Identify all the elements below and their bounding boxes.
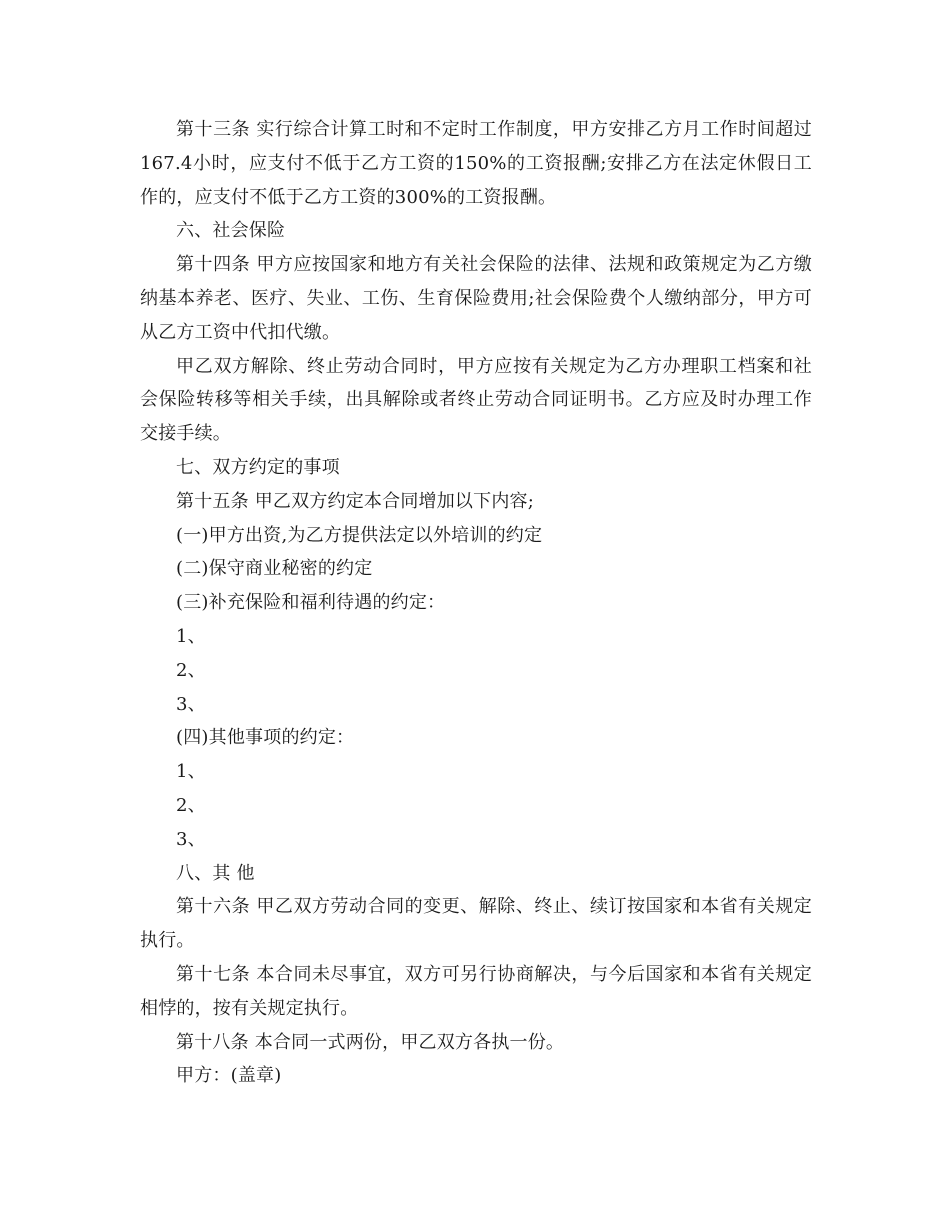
agreement-item-training: (一)甲方出资,为乙方提供法定以外培训的约定: [176, 524, 543, 546]
blank-item: 2、: [176, 659, 206, 681]
party-a-seal-line: 甲方：(盖章): [176, 1065, 282, 1087]
blank-item: 2、: [176, 794, 206, 816]
blank-item: 3、: [176, 828, 206, 850]
blank-item: 1、: [176, 761, 206, 783]
article-14-paragraph: 第十四条 甲方应按国家和地方有关社会保险的法律、法规和政策规定为乙方缴纳基本养老、医疗、失业、工伤、生育保险费用;社会保险费个人缴纳部分，甲方可从乙方工资中代扣代缴。: [140, 254, 812, 343]
article-16-paragraph: 第十六条 甲乙双方劳动合同的变更、解除、终止、续订按国家和本省有关规定执行。: [140, 896, 812, 952]
agreement-item-other-matters: (四)其他事项的约定：: [176, 727, 355, 749]
document-body: [140, 113, 812, 1093]
termination-procedures-paragraph: 甲乙双方解除、终止劳动合同时，甲方应按有关规定为乙方办理职工档案和社会保险转移等相关手续，出具解除或者终止劳动合同证明书。乙方应及时办理工作交接手续。: [140, 355, 812, 445]
article-13-paragraph: 第十三条 实行综合计算工时和不定时工作制度，甲方安排乙方月工作时间超过167.4小时，应支付不低于乙方工资的150%的工资报酬;安排乙方在法定休假日工作的，应支付不低于乙方工资的300%的工资报酬。: [140, 119, 812, 208]
blank-item: 3、: [176, 693, 206, 715]
article-17-paragraph: 第十七条 本合同未尽事宜，双方可另行协商解决，与今后国家和本省有关规定相悖的，按有关规定执行。: [140, 963, 812, 1019]
section-heading-other: 八、其 他: [176, 862, 255, 884]
section-heading-agreed-matters: 七、双方约定的事项: [176, 456, 340, 478]
article-15-paragraph: 第十五条 甲乙双方约定本合同增加以下内容;: [176, 490, 534, 512]
article-18-paragraph: 第十八条 本合同一式两份，甲乙双方各执一份。: [176, 1031, 565, 1053]
section-heading-social-insurance: 六、社会保险: [176, 220, 286, 242]
agreement-item-trade-secrets: (二)保守商业秘密的约定: [176, 558, 373, 580]
agreement-item-supplementary-insurance: (三)补充保险和福利待遇的约定：: [176, 592, 446, 614]
blank-item: 1、: [176, 625, 206, 647]
